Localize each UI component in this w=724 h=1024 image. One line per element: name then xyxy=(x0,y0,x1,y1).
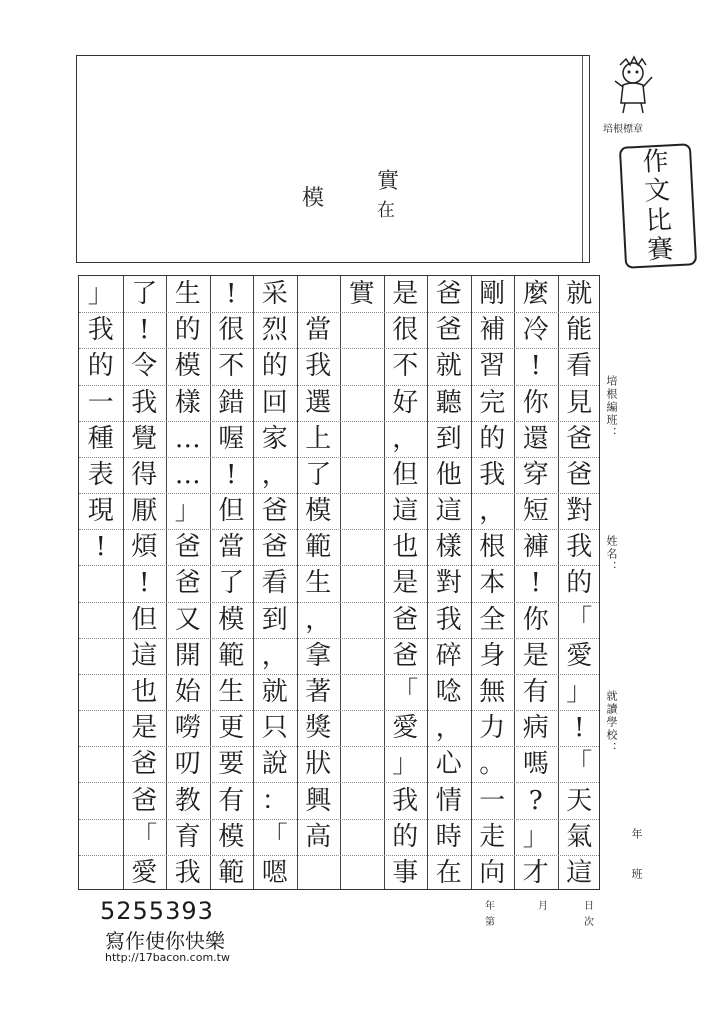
grid-cell: ! xyxy=(139,315,150,346)
grid-cell: 現 xyxy=(87,496,114,527)
title-char: 模 xyxy=(302,186,325,211)
grid-cell: 了 xyxy=(218,568,245,599)
grid-cell: 情 xyxy=(435,785,462,816)
grid-cell: 碎 xyxy=(435,640,462,671)
grid-cell: 本 xyxy=(479,568,506,599)
grid-cell: 冷 xyxy=(522,315,549,346)
grid-cell: 但 xyxy=(131,604,158,635)
grid-cell: ， xyxy=(261,640,288,671)
grid-cell: 嗎 xyxy=(522,749,549,780)
grid-cell xyxy=(340,493,384,529)
grid-cell: 令 xyxy=(131,351,158,382)
grid-cell xyxy=(340,421,384,457)
title-char: 實 xyxy=(377,169,400,194)
grid-cell: 但 xyxy=(218,496,245,527)
grid-cell: 習 xyxy=(479,351,506,382)
grid-cell: 的 xyxy=(479,423,506,454)
grid-cell: 「 xyxy=(131,821,158,852)
grid-cell: 了 xyxy=(131,279,158,310)
grid-cell: 狀 xyxy=(305,749,332,780)
grid-cell: 模 xyxy=(174,351,201,382)
bacon-mascot-icon xyxy=(612,55,654,115)
grid-cell: 的 xyxy=(87,351,114,382)
grid-cell: 爸 xyxy=(392,640,419,671)
grid-cell xyxy=(340,602,384,638)
grid-cell: 采 xyxy=(261,279,288,310)
grid-cell: 不 xyxy=(218,351,245,382)
grid-cell: 教 xyxy=(174,785,201,816)
grid-cell: 叨 xyxy=(174,749,201,780)
grid-cell: 實 xyxy=(348,279,375,310)
grid-cell: 看 xyxy=(566,351,593,382)
grid-cell: 錯 xyxy=(218,387,245,418)
grid-cell: 」 xyxy=(566,677,593,708)
grid-cell: 爸 xyxy=(392,604,419,635)
grid-cell: 覺 xyxy=(131,423,158,454)
grid-cell: ， xyxy=(305,604,332,635)
grid-cell: ! xyxy=(530,351,541,382)
grid-cell: 氣 xyxy=(566,821,593,852)
grid-cell: 高 xyxy=(305,821,332,852)
name-label: 姓名： xyxy=(605,535,618,574)
date-month-label: 月 xyxy=(538,901,548,912)
title-box xyxy=(76,55,590,263)
grid-cell: 爸 xyxy=(261,532,288,563)
grid-cell: 上 xyxy=(305,423,332,454)
grid-cell: ， xyxy=(261,459,288,490)
grid-cell: … xyxy=(174,423,201,454)
grid-cell: 模 xyxy=(218,604,245,635)
grid-cell: ! xyxy=(95,532,106,563)
grid-cell: 。 xyxy=(479,749,506,780)
grid-cell: 著 xyxy=(305,677,332,708)
grid-cell: 樣 xyxy=(174,387,201,418)
grid-cell xyxy=(340,746,384,782)
grid-cell: 表 xyxy=(87,459,114,490)
grid-cell: 爸 xyxy=(566,459,593,490)
title-char: 在 xyxy=(377,200,395,221)
grid-cell: 生 xyxy=(305,568,332,599)
grid-cell: 開 xyxy=(174,640,201,671)
grid-cell: 這 xyxy=(566,857,593,888)
grid-cell: 生 xyxy=(174,279,201,310)
date-ordinal-label: 第 xyxy=(485,917,495,928)
grid-cell xyxy=(79,746,123,782)
date-year-label: 年 xyxy=(485,901,495,912)
grid-cell: 愛 xyxy=(566,640,593,671)
grid-cell: 才 xyxy=(522,857,549,888)
grid-cell: 範 xyxy=(305,532,332,563)
date-day-label: 日 xyxy=(584,901,594,912)
grid-cell: 樣 xyxy=(435,532,462,563)
grid-cell: 得 xyxy=(131,459,158,490)
grid-cell: 當 xyxy=(218,532,245,563)
grid-cell: 我 xyxy=(305,351,332,382)
grid-cell xyxy=(340,710,384,746)
grid-cell: 很 xyxy=(218,315,245,346)
logo-caption: 培根標章 xyxy=(603,124,643,135)
grid-cell: ， xyxy=(479,496,506,527)
grid-cell: 爸 xyxy=(261,496,288,527)
grid-cell xyxy=(340,782,384,818)
grid-cell: 模 xyxy=(305,496,332,527)
grid-cell: 這 xyxy=(131,640,158,671)
grid-cell: 種 xyxy=(87,423,114,454)
grid-cell xyxy=(79,710,123,746)
grid-cell: 始 xyxy=(174,677,201,708)
grid-cell: 天 xyxy=(566,785,593,816)
grid-cell: ? xyxy=(528,785,543,816)
grid-cell: 爸 xyxy=(131,749,158,780)
grid-cell: 愛 xyxy=(392,713,419,744)
grid-cell: 有 xyxy=(522,677,549,708)
writing-grid xyxy=(78,275,600,890)
grid-cell xyxy=(79,602,123,638)
grid-cell xyxy=(340,385,384,421)
grid-cell xyxy=(340,348,384,384)
grid-cell: 說 xyxy=(261,749,288,780)
date-times-label: 次 xyxy=(584,917,594,928)
stamp-char: 文 xyxy=(643,175,671,207)
grid-cell: 的 xyxy=(174,315,201,346)
grid-cell: 烈 xyxy=(261,315,288,346)
grid-cell: 嗯 xyxy=(261,857,288,888)
grid-cell: 家 xyxy=(261,423,288,454)
grid-cell: 短 xyxy=(522,496,549,527)
grid-cell: 也 xyxy=(131,677,158,708)
grid-cell: ! xyxy=(226,459,237,490)
grid-cell: 事 xyxy=(392,857,419,888)
grid-cell: 走 xyxy=(479,821,506,852)
grid-cell: 也 xyxy=(392,532,419,563)
grid-cell: 不 xyxy=(392,351,419,382)
grid-cell: 爸 xyxy=(435,279,462,310)
grid-cell: 一 xyxy=(479,785,506,816)
grid-cell: 當 xyxy=(305,315,332,346)
class-number-label: 班 xyxy=(630,868,643,881)
grid-cell: 育 xyxy=(174,821,201,852)
grid-cell: 能 xyxy=(566,315,593,346)
grid-cell: 喔 xyxy=(218,423,245,454)
grid-cell: 剛 xyxy=(479,279,506,310)
grid-cell: 「 xyxy=(566,749,593,780)
grid-cell: … xyxy=(174,459,201,490)
grid-cell: 又 xyxy=(174,604,201,635)
grid-cell xyxy=(297,855,341,891)
grid-cell: 「 xyxy=(261,821,288,852)
id-number: 5255393 xyxy=(100,897,214,925)
grid-cell: 要 xyxy=(218,749,245,780)
grid-cell: 到 xyxy=(261,604,288,635)
grid-cell: 範 xyxy=(218,640,245,671)
grid-cell: 時 xyxy=(435,821,462,852)
grid-cell: 我 xyxy=(87,315,114,346)
grid-cell xyxy=(340,674,384,710)
grid-cell: 拿 xyxy=(305,640,332,671)
grid-cell: 好 xyxy=(392,387,419,418)
grid-cell: 病 xyxy=(522,713,549,744)
grid-cell: 」 xyxy=(87,279,114,310)
grid-cell: 嘮 xyxy=(174,713,201,744)
grid-cell: 你 xyxy=(522,604,549,635)
grid-cell: 一 xyxy=(87,387,114,418)
grid-cell: 我 xyxy=(479,459,506,490)
grid-cell: 根 xyxy=(479,532,506,563)
grid-cell: 我 xyxy=(392,785,419,816)
grid-cell: 「 xyxy=(566,604,593,635)
grid-cell xyxy=(79,819,123,855)
contest-stamp xyxy=(619,143,697,269)
grid-cell: 」 xyxy=(174,496,201,527)
grid-cell: 爸 xyxy=(131,785,158,816)
grid-cell: 獎 xyxy=(305,713,332,744)
grid-cell: 煩 xyxy=(131,532,158,563)
stamp-char: 賽 xyxy=(646,234,675,266)
grid-cell: 穿 xyxy=(522,459,549,490)
class-label: 培根編班： xyxy=(605,375,618,440)
grid-cell: 完 xyxy=(479,387,506,418)
grid-cell: 還 xyxy=(522,423,549,454)
grid-cell: 麼 xyxy=(522,279,549,310)
grid-cell: 無 xyxy=(479,677,506,708)
grid-cell xyxy=(340,457,384,493)
grid-cell: ： xyxy=(261,785,288,816)
grid-cell: 向 xyxy=(479,857,506,888)
stamp-char: 作 xyxy=(641,146,670,178)
grid-cell: 這 xyxy=(392,496,419,527)
grade-label: 年 xyxy=(630,828,643,841)
grid-cell xyxy=(79,674,123,710)
grid-cell: 是 xyxy=(392,279,419,310)
grid-cell: 唸 xyxy=(435,677,462,708)
grid-cell xyxy=(340,565,384,601)
grid-cell: 「 xyxy=(392,677,419,708)
grid-cell: 見 xyxy=(566,387,593,418)
grid-cell: 就 xyxy=(261,677,288,708)
grid-cell xyxy=(79,565,123,601)
grid-cell: 的 xyxy=(261,351,288,382)
grid-cell: 爸 xyxy=(174,532,201,563)
grid-cell xyxy=(340,529,384,565)
grid-cell: 對 xyxy=(435,568,462,599)
grid-cell: 心 xyxy=(435,749,462,780)
grid-cell xyxy=(340,312,384,348)
grid-cell: ， xyxy=(435,713,462,744)
grid-cell: 是 xyxy=(522,640,549,671)
grid-cell xyxy=(79,782,123,818)
grid-cell: ， xyxy=(392,423,419,454)
grid-cell: 就 xyxy=(566,279,593,310)
grid-cell: 厭 xyxy=(131,496,158,527)
grid-cell: 」 xyxy=(522,821,549,852)
grid-cell: 了 xyxy=(305,459,332,490)
website-url: http://17bacon.com.tw xyxy=(105,951,230,964)
grid-cell: 爸 xyxy=(174,568,201,599)
grid-cell: 他 xyxy=(435,459,462,490)
grid-cell: 更 xyxy=(218,713,245,744)
grid-cell: 看 xyxy=(261,568,288,599)
grid-cell: 爸 xyxy=(566,423,593,454)
grid-cell: 選 xyxy=(305,387,332,418)
grid-cell: 爸 xyxy=(435,315,462,346)
grid-cell: 的 xyxy=(566,568,593,599)
grid-cell xyxy=(340,855,384,891)
grid-cell: 到 xyxy=(435,423,462,454)
grid-cell: 你 xyxy=(522,387,549,418)
grid-cell: 生 xyxy=(218,677,245,708)
school-label: 就讀學校： xyxy=(605,690,618,755)
grid-cell: 力 xyxy=(479,713,506,744)
grid-cell: 是 xyxy=(131,713,158,744)
grid-cell: 我 xyxy=(435,604,462,635)
grid-cell: ! xyxy=(530,568,541,599)
grid-cell: 的 xyxy=(392,821,419,852)
grid-cell xyxy=(297,276,341,312)
grid-cell: 這 xyxy=(435,496,462,527)
grid-cell: 愛 xyxy=(131,857,158,888)
slogan: 寫作使你快樂 xyxy=(105,929,225,953)
grid-cell: 是 xyxy=(392,568,419,599)
grid-cell: 我 xyxy=(174,857,201,888)
grid-cell: 興 xyxy=(305,785,332,816)
grid-cell: 只 xyxy=(261,713,288,744)
grid-cell xyxy=(340,819,384,855)
grid-cell: 範 xyxy=(218,857,245,888)
grid-cell: 我 xyxy=(566,532,593,563)
grid-cell xyxy=(79,638,123,674)
grid-cell: 我 xyxy=(131,387,158,418)
grid-cell: 回 xyxy=(261,387,288,418)
grid-cell: 對 xyxy=(566,496,593,527)
grid-cell: 有 xyxy=(218,785,245,816)
grid-cell xyxy=(79,855,123,891)
grid-cell: 褲 xyxy=(522,532,549,563)
grid-cell: ! xyxy=(574,713,585,744)
grid-cell: 很 xyxy=(392,315,419,346)
grid-cell: 身 xyxy=(479,640,506,671)
grid-cell: 但 xyxy=(392,459,419,490)
grid-cell: ! xyxy=(226,279,237,310)
grid-cell: 在 xyxy=(435,857,462,888)
grid-cell: 聽 xyxy=(435,387,462,418)
stamp-char: 比 xyxy=(644,205,673,237)
grid-cell: 模 xyxy=(218,821,245,852)
grid-cell: ! xyxy=(139,568,150,599)
grid-cell xyxy=(340,638,384,674)
grid-cell: 補 xyxy=(479,315,506,346)
grid-cell: 」 xyxy=(392,749,419,780)
grid-cell: 就 xyxy=(435,351,462,382)
grid-cell: 全 xyxy=(479,604,506,635)
